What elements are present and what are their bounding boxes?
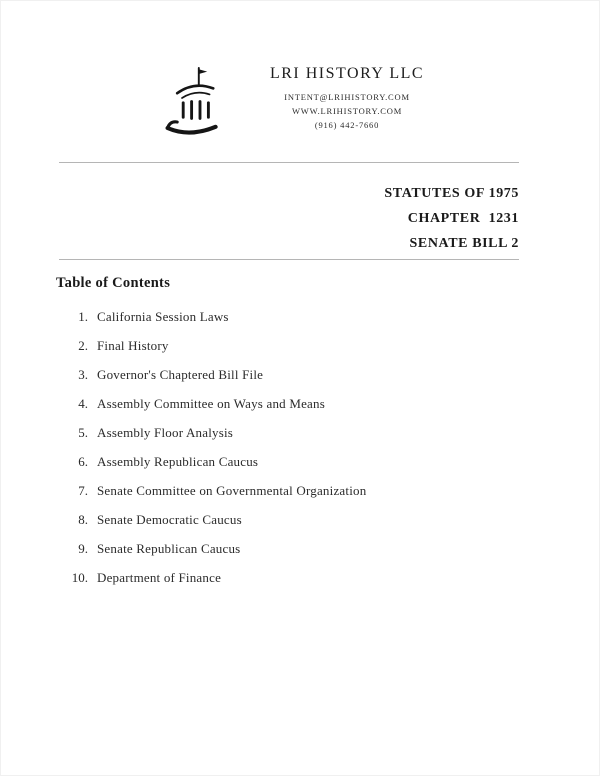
toc-item-label: Assembly Committee on Ways and Means <box>97 396 325 411</box>
toc-item-label: Governor's Chaptered Bill File <box>97 367 264 382</box>
divider-top <box>59 162 519 163</box>
toc-item-label: Senate Republican Caucus <box>97 541 241 556</box>
toc-item <box>56 309 539 338</box>
toc-item-label: Senate Committee on Governmental Organization <box>97 483 367 498</box>
toc-item-number: 5. <box>78 425 88 440</box>
toc-item <box>56 454 539 483</box>
toc-item <box>56 512 539 541</box>
toc-item <box>56 483 539 512</box>
divider-bottom <box>59 259 519 260</box>
toc-item <box>56 367 539 396</box>
toc-item-number: 9. <box>78 541 88 556</box>
contact-website: WWW.LRIHISTORY.COM <box>291 106 403 116</box>
toc-item-label: Final History <box>97 338 169 353</box>
chapter-line: CHAPTER 1231 <box>407 211 519 226</box>
toc-item-number: 10. <box>71 570 88 585</box>
contact-phone: (916) 442-7660 <box>314 120 380 130</box>
statutes-line: STATUTES OF 1975 <box>384 186 519 201</box>
toc-item-number: 8. <box>78 512 88 527</box>
toc-item <box>56 425 539 454</box>
toc-item-label: California Session Laws <box>97 309 229 324</box>
toc-item-label: Assembly Republican Caucus <box>97 454 259 469</box>
toc-item-label: Department of Finance <box>97 570 222 585</box>
letterhead <box>1 59 599 143</box>
toc-item <box>56 338 539 367</box>
toc-item <box>56 570 539 599</box>
lri-history-logo-icon <box>158 65 230 143</box>
toc-item-number: 2. <box>78 338 88 353</box>
toc-item-number: 1. <box>78 309 88 324</box>
senate-bill-line: SENATE BILL 2 <box>409 236 519 251</box>
toc-item-number: 4. <box>78 396 88 411</box>
contact-block <box>252 59 442 132</box>
toc-item-number: 3. <box>78 367 88 382</box>
toc-item-label: Senate Democratic Caucus <box>97 512 242 527</box>
toc-list <box>56 309 539 599</box>
contact-email: INTENT@LRIHISTORY.COM <box>284 92 410 102</box>
toc-title: Table of Contents <box>56 275 171 291</box>
toc-item-number: 6. <box>78 454 88 469</box>
toc-item <box>56 396 539 425</box>
company-name: LRI HISTORY LLC <box>269 65 425 82</box>
toc-item-label: Assembly Floor Analysis <box>97 425 234 440</box>
toc-item-number: 7. <box>78 483 88 498</box>
toc-item <box>56 541 539 570</box>
statute-reference <box>384 181 519 256</box>
